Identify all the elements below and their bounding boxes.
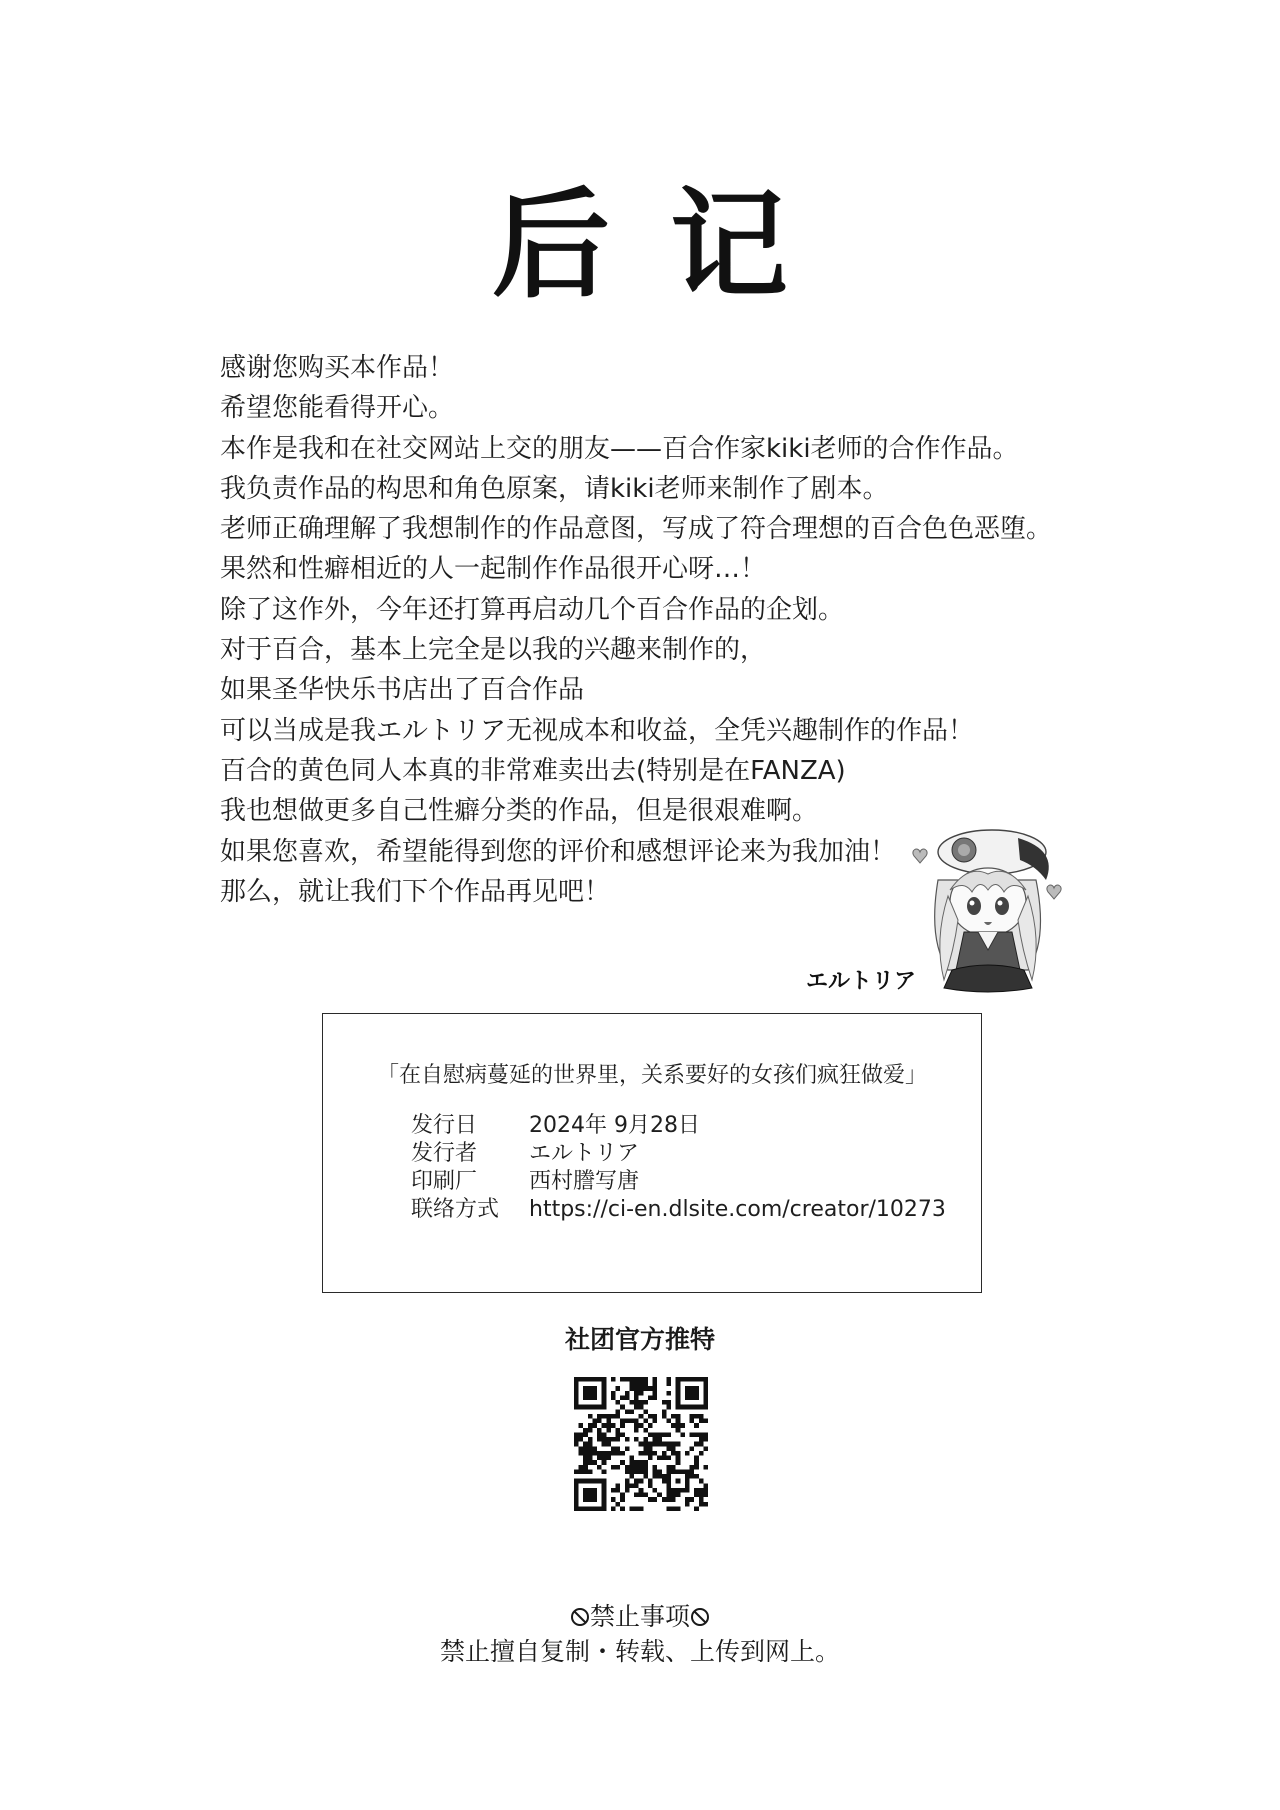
message-line: 百合的黄色同人本真的非常难卖出去(特别是在FANZA) [220,755,846,786]
no-entry-icon [690,1607,710,1627]
colophon-row-publisher [411,1140,946,1168]
circle-twitter-label: 社团官方推特 [564,1325,715,1354]
colophon-label: 印刷厂 [411,1169,478,1194]
contact-link[interactable]: https://ci-en.dlsite.com/creator/10273 [529,1197,946,1222]
message-line: 如果圣华快乐书店出了百合作品 [220,675,585,706]
message-line: 我也想做更多自己性癖分类的作品，但是很艰难啊。 [220,796,819,827]
message-line: 感谢您购买本作品！ [220,353,455,383]
book-title: 「在自慰病蔓延的世界里，关系要好的女孩们疯狂做爱」 [376,1063,927,1088]
colophon-box [322,1013,982,1293]
message-line: 可以当成是我エルトリア无视成本和收益，全凭兴趣制作的作品！ [220,715,975,746]
heart-icon [1047,885,1061,899]
prohibition-heading-text: 禁止事项 [589,1602,690,1631]
author-signature: エルトリア [806,968,917,994]
heart-icon [913,849,927,863]
colophon-row-printer [411,1168,946,1196]
colophon-row-contact [411,1196,946,1224]
colophon-label: 发行日 [411,1113,478,1138]
message-line: 我负责作品的构思和角色原案，请kiki老师来制作了剧本。 [220,473,889,504]
prohibition-heading [0,1597,1280,1633]
colophon-label: 联络方式 [411,1197,500,1222]
colophon-label: 发行者 [411,1141,478,1166]
message-line: 希望您能看得开心。 [220,393,455,424]
colophon-value: 2024年 9月28日 [529,1113,700,1138]
message-line: 果然和性癖相近的人一起制作作品很开心呀…！ [220,554,767,585]
message-line: 除了这作外，今年还打算再启动几个百合作品的企划。 [220,594,845,625]
no-entry-icon [570,1607,590,1627]
message-line: 那么，就让我们下个作品再见吧！ [220,876,611,907]
colophon-value: 西村謄写唐 [529,1169,640,1194]
message-line: 对于百合，基本上完全是以我的兴趣来制作的， [220,635,767,666]
page-title: 后记 [491,175,848,314]
colophon-details [411,1112,946,1224]
message-line: 如果您喜欢，希望能得到您的评价和感想评论来为我加油！ [220,836,897,867]
message-line: 本作是我和在社交网站上交的朋友——百合作家kiki老师的合作作品。 [220,433,1019,464]
chibi-character-illustration [908,820,1068,998]
qr-code[interactable] [574,1377,708,1511]
colophon-row-release-date [411,1112,946,1140]
colophon-value: エルトリア [529,1141,640,1166]
message-line: 老师正确理解了我想制作的作品意图，写成了符合理想的百合色色恶堕。 [220,514,1053,545]
prohibition-text: 禁止擅自复制・转载、上传到网上。 [439,1637,840,1666]
